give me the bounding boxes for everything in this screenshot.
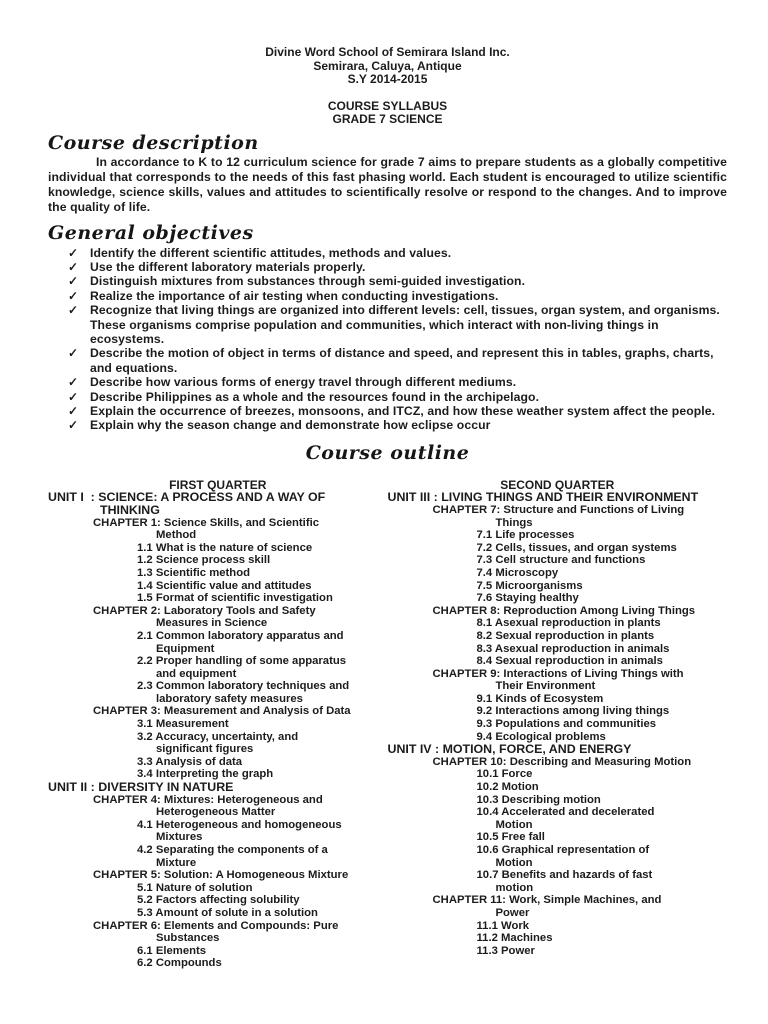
checkmark-icon: ✓ [68, 403, 79, 418]
outline-line: 7.2 Cells, tissues, and organ systems [476, 541, 677, 554]
outline-line: laboratory safety measures [156, 692, 303, 705]
outline-line: 2.2 Proper handling of some apparatus [137, 655, 347, 668]
objective-item [68, 375, 727, 389]
objective-text: Describe the motion of object in terms of distance and speed, and represent this in tables, graphs, charts, and equations. [90, 346, 714, 375]
outline-line: 8.3 Asexual reproduction in animals [476, 642, 670, 655]
school-header-line: S.Y 2014-2015 [347, 72, 428, 86]
outline-line: UNIT IV : MOTION, FORCE, AND ENERGY [387, 742, 632, 757]
school-header [48, 46, 727, 87]
outline-line: 9.4 Ecological problems [476, 730, 606, 743]
outline-line: 7.1 Life processes [476, 529, 575, 542]
outline-line: 3.2 Accuracy, uncertainty, and [137, 730, 299, 743]
outline-line: 11.1 Work [476, 919, 530, 932]
checkmark-icon: ✓ [68, 303, 79, 318]
objective-text: Describe Philippines as a whole and the resources found in the archipelago. [90, 389, 540, 404]
outline-line: 10.5 Free fall [476, 831, 545, 844]
outline-line: 11.3 Power [476, 944, 535, 957]
checkmark-icon: ✓ [68, 418, 79, 433]
outline-line: 9.1 Kinds of Ecosystem [476, 692, 604, 705]
outline-line: 7.3 Cell structure and functions [476, 554, 646, 567]
outline-line: 10.6 Graphical representation of [476, 844, 650, 856]
second-quarter-lines [388, 491, 728, 957]
first-quarter-lines [48, 491, 388, 970]
general-objectives-section [48, 222, 727, 433]
course-outline [48, 479, 727, 970]
outline-line: CHAPTER 10: Describing and Measuring Motion [432, 755, 692, 768]
outline-line: 11.2 Machines [476, 932, 553, 945]
course-description-text: In accordance to K to 12 curriculum science for grade 7 aims to prepare students as a globally competitive individual that corresponds to the needs of this fast phasing world. Each student is encouraged to utilize scientific knowledge, science skills, values and attitudes to scientifically resolve or respond to the changes. And to improve the quality of life. [48, 154, 727, 214]
objective-text: Explain why the season change and demonstrate how eclipse occur [90, 418, 491, 433]
checkmark-icon: ✓ [68, 346, 79, 361]
outline-line: 7.4 Microscopy [476, 566, 559, 579]
outline-line: 10.4 Accelerated and decelerated [476, 806, 655, 819]
outline-line: Measures in Science [156, 617, 268, 630]
course-description-heading: Course description [48, 131, 259, 154]
quarter-title: FIRST QUARTER [169, 477, 267, 492]
school-header-line: Divine Word School of Semirara Island Inc. [265, 45, 510, 59]
outline-line: 8.4 Sexual reproduction in animals [476, 655, 663, 668]
checkmark-icon: ✓ [68, 288, 79, 303]
checkmark-icon: ✓ [68, 245, 79, 260]
quarter-title: SECOND QUARTER [500, 477, 615, 492]
first-quarter-column [48, 479, 388, 970]
outline-line: Equipment [156, 642, 215, 655]
document-title [48, 100, 727, 127]
outline-line: 1.1 What is the nature of science [137, 541, 313, 554]
objective-item [68, 390, 727, 404]
outline-line: 1.4 Scientific value and attitudes [137, 579, 312, 592]
outline-line: 7.6 Staying healthy [476, 592, 579, 605]
outline-line: 5.2 Factors affecting solubility [137, 894, 300, 907]
outline-line: 5.1 Nature of solution [137, 881, 253, 894]
checkmark-icon: ✓ [68, 389, 79, 404]
outline-line: 9.2 Interactions among living things [476, 705, 670, 718]
outline-line: CHAPTER 8: Reproduction Among Living Things [432, 604, 696, 617]
outline-line: Substances [156, 932, 220, 945]
objective-text: Describe how various forms of energy travel through different mediums. [90, 375, 517, 390]
objective-item [68, 418, 727, 432]
outline-line: 8.2 Sexual reproduction in plants [476, 629, 655, 642]
outline-line: Heterogeneous Matter [156, 806, 276, 819]
outline-line: Motion [495, 856, 533, 869]
outline-line: CHAPTER 6: Elements and Compounds: Pure [93, 919, 339, 932]
outline-line: Mixtures [156, 831, 203, 844]
outline-line: 8.1 Asexual reproduction in plants [476, 617, 661, 630]
outline-line: 5.3 Amount of solute in a solution [137, 906, 318, 919]
objective-item [68, 346, 727, 375]
objectives-list [48, 246, 727, 433]
objective-item [68, 260, 727, 274]
outline-line: 6.1 Elements [137, 944, 207, 957]
objective-text: Recognize that living things are organized into different levels: cell, tissues, organ system, and organisms. These organisms comprise population and communities, which interact with non-living things in ecosystems. [90, 303, 720, 346]
outline-line: CHAPTER 9: Interactions of Living Things with [432, 667, 684, 680]
objective-text: Use the different laboratory materials properly. [90, 259, 366, 274]
outline-line: Power [495, 906, 530, 919]
outline-line: and equipment [156, 667, 237, 680]
outline-line: 10.1 Force [476, 768, 533, 781]
outline-line: CHAPTER 5: Solution: A Homogeneous Mixture [93, 869, 349, 882]
outline-line: CHAPTER 3: Measurement and Analysis of Data [93, 705, 351, 718]
outline-line: 10.2 Motion [476, 781, 539, 794]
outline-line: 3.3 Analysis of data [137, 755, 243, 768]
outline-line: 1.2 Science process skill [137, 554, 271, 567]
outline-line: Motion [495, 818, 533, 831]
outline-line: UNIT II : DIVERSITY IN NATURE [48, 780, 234, 795]
outline-line: 9.3 Populations and communities [476, 718, 657, 731]
document-title-line: COURSE SYLLABUS [327, 98, 448, 113]
objective-item [68, 274, 727, 288]
outline-line: CHAPTER 1: Science Skills, and Scientific [93, 516, 320, 529]
outline-line: Their Environment [495, 680, 596, 693]
outline-line: CHAPTER 2: Laboratory Tools and Safety [93, 604, 316, 617]
course-outline-heading: Course outline [305, 441, 470, 464]
outline-line: 2.1 Common laboratory apparatus and [137, 629, 344, 642]
outline-line: UNIT III : LIVING THINGS AND THEIR ENVIRONMENT [387, 490, 699, 505]
outline-line: CHAPTER 4: Mixtures: Heterogeneous and [93, 793, 323, 806]
outline-line: Things [495, 516, 533, 529]
objective-item [68, 246, 727, 260]
school-header-line: Semirara, Caluya, Antique [313, 58, 462, 73]
objective-item [68, 289, 727, 303]
outline-line: 10.3 Describing motion [476, 793, 601, 806]
outline-line: Method [156, 529, 197, 542]
objective-text: Identify the different scientific attitudes, methods and values. [90, 245, 452, 260]
outline-line: 3.1 Measurement [137, 718, 229, 731]
outline-line: significant figures [156, 743, 254, 756]
objective-text: Realize the importance of air testing when conducting investigations. [90, 288, 499, 303]
outline-line: CHAPTER 7: Structure and Functions of Living [432, 503, 685, 516]
outline-line: Mixture [156, 856, 197, 869]
outline-line: 3.4 Interpreting the graph [137, 768, 274, 781]
outline-line: 1.5 Format of scientific investigation [137, 592, 333, 605]
general-objectives-heading: General objectives [48, 221, 254, 244]
checkmark-icon: ✓ [68, 375, 79, 390]
objective-text: Distinguish mixtures from substances through semi-guided investigation. [90, 274, 526, 289]
objective-item [68, 303, 727, 346]
outline-line: motion [495, 881, 534, 894]
objective-item [68, 404, 727, 418]
checkmark-icon: ✓ [68, 274, 79, 289]
outline-line: 10.7 Benefits and hazards of fast [476, 869, 653, 882]
outline-line: 7.5 Microorganisms [476, 579, 583, 592]
outline-line: UNIT I : SCIENCE: A PROCESS AND A WAY OF [48, 490, 326, 505]
outline-line: 6.2 Compounds [137, 957, 222, 970]
checkmark-icon: ✓ [68, 259, 79, 274]
outline-line: CHAPTER 11: Work, Simple Machines, and [432, 894, 662, 907]
outline-line: THINKING [100, 502, 160, 517]
outline-line: 4.2 Separating the components of a [137, 844, 328, 856]
outline-line: 4.1 Heterogeneous and homogeneous [137, 818, 342, 831]
outline-line: 2.3 Common laboratory techniques and [137, 680, 350, 693]
course-description-section [48, 132, 727, 215]
outline-line: 1.3 Scientific method [137, 566, 250, 579]
document-title-line: GRADE 7 SCIENCE [332, 112, 443, 126]
second-quarter-column [388, 479, 728, 970]
objective-text: Explain the occurrence of breezes, monsoons, and ITCZ, and how these weather system affect the people. [90, 403, 716, 418]
